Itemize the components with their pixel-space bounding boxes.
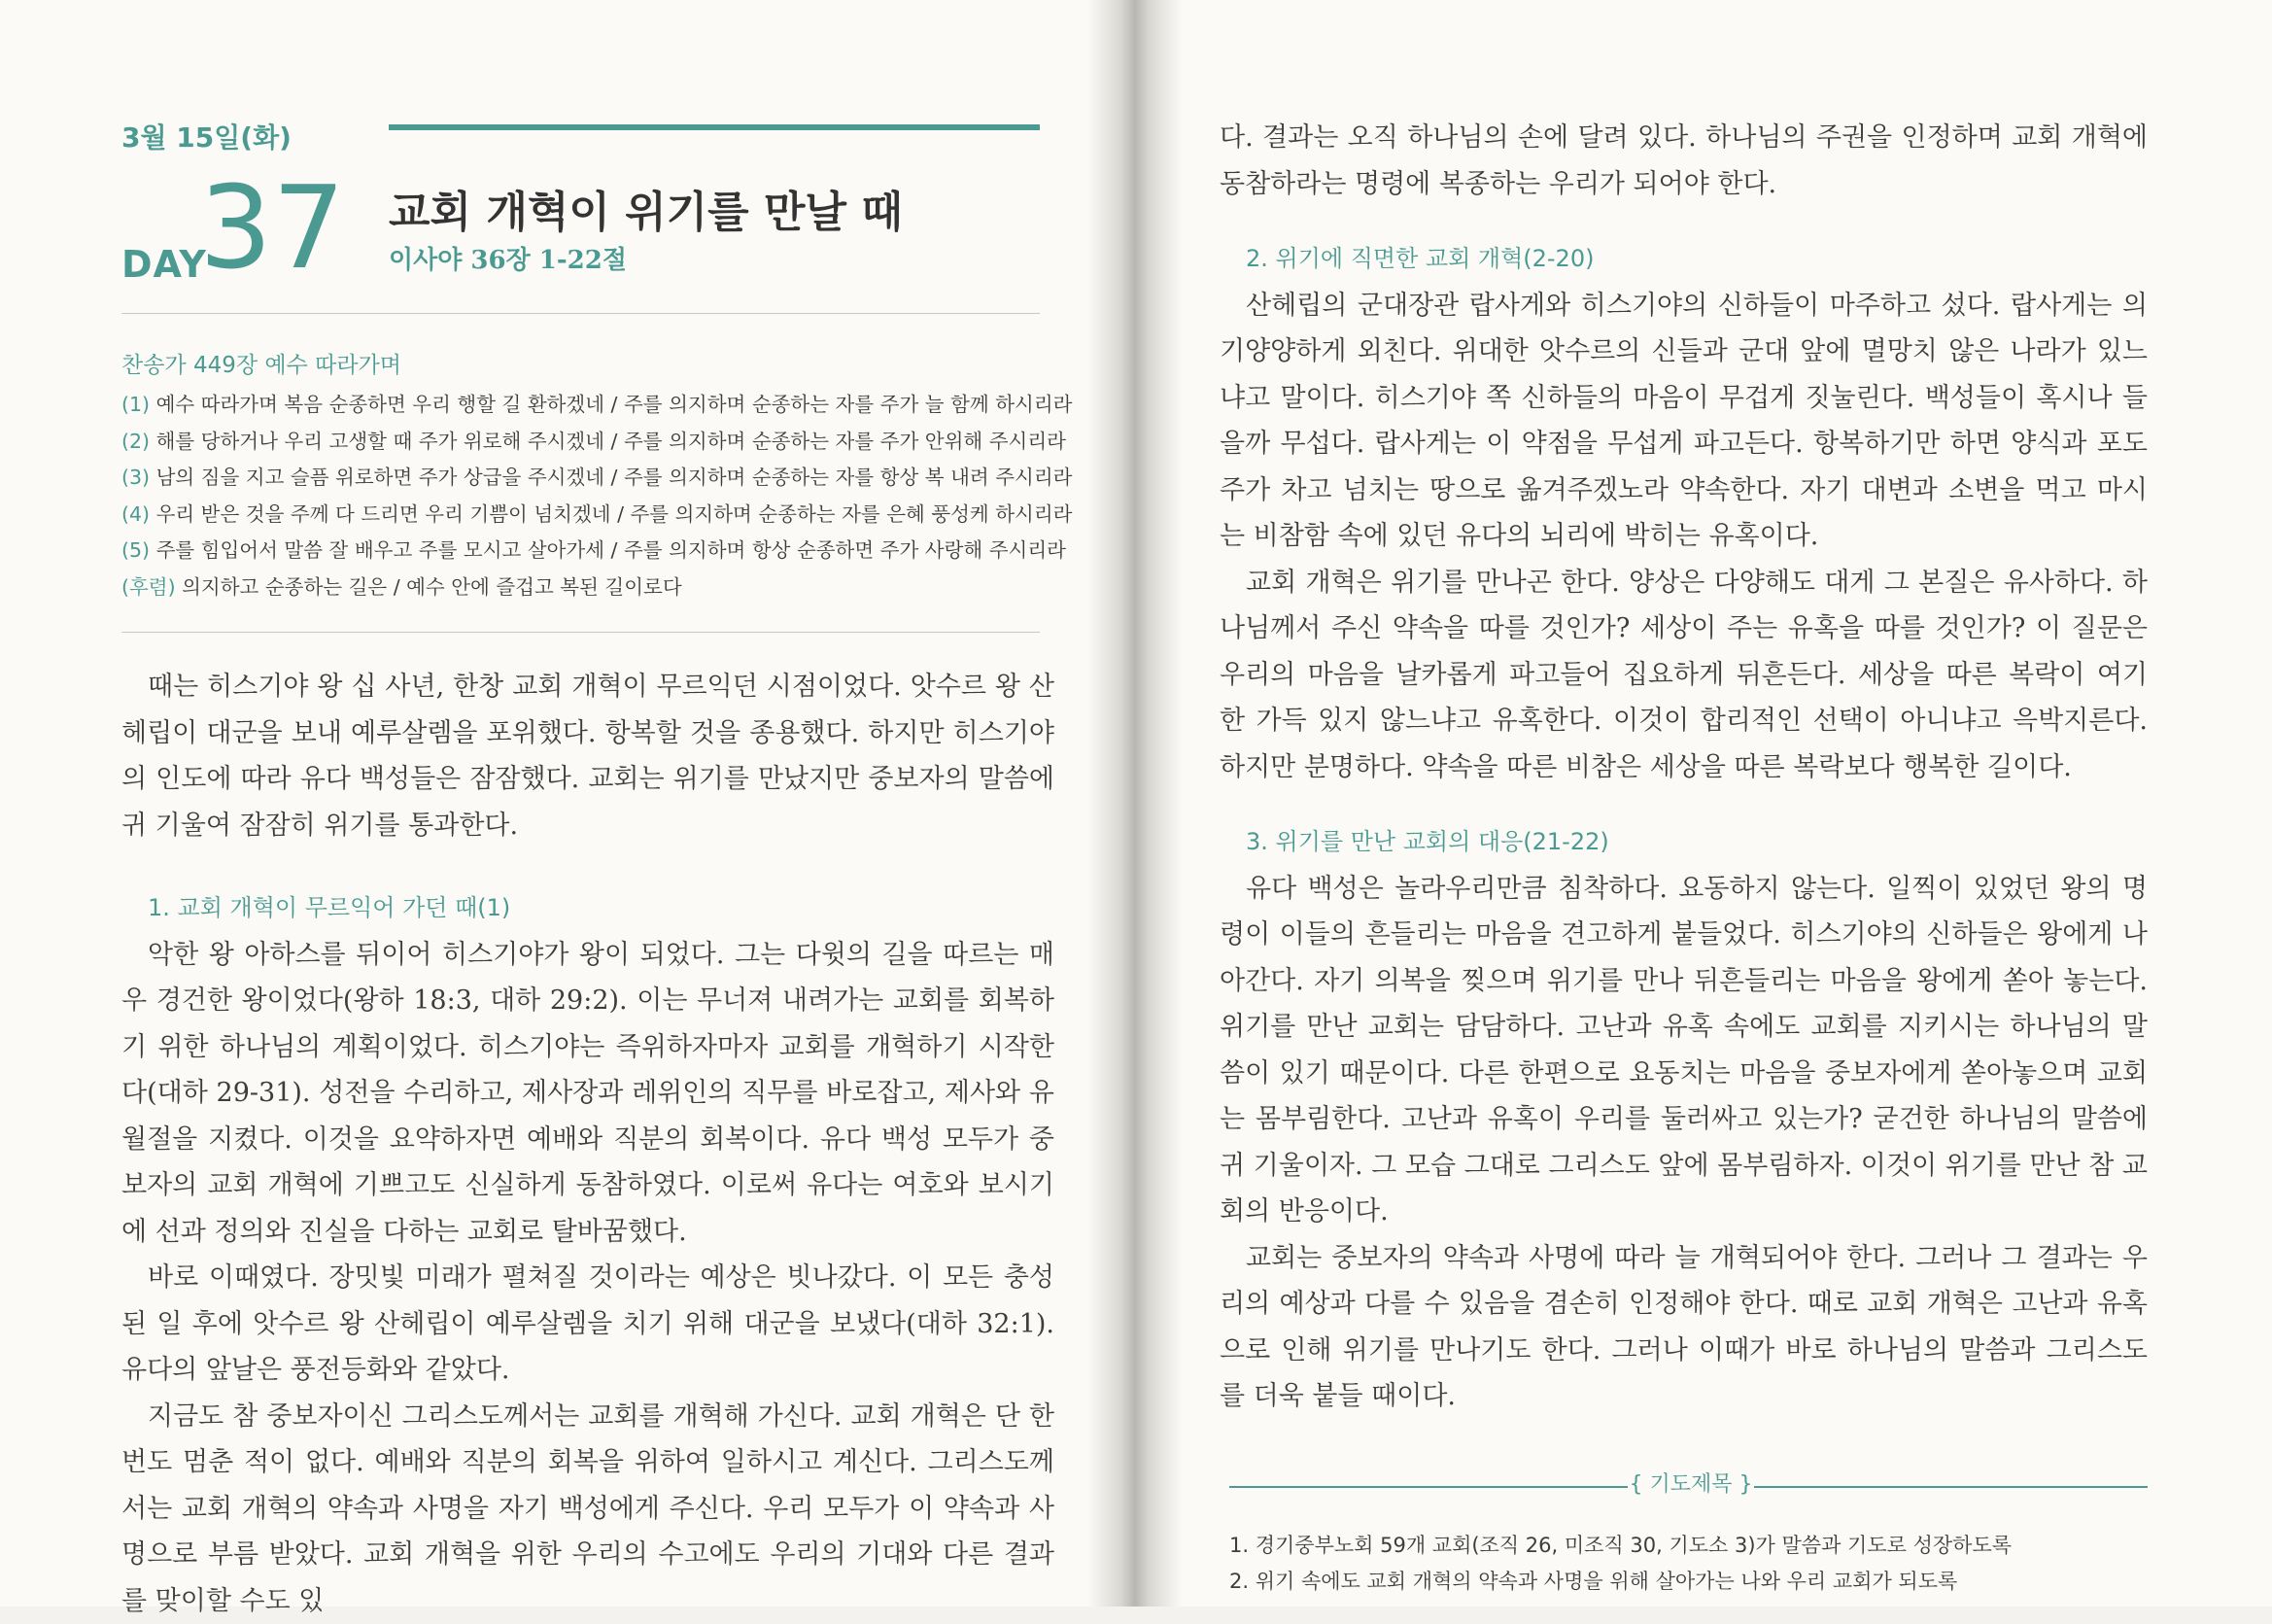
refrain-text: 의지하고 순종하는 길은 / 예수 안에 즐겁고 복된 길이로다 <box>176 575 682 599</box>
verse-number: (1) <box>121 393 150 416</box>
verse-number: (3) <box>121 466 150 489</box>
divider <box>121 632 1040 633</box>
verse-text: 해를 당하거나 우리 고생할 때 주가 위로해 주시겠네 / 주를 의지하며 순종하는 자를 주가 안위해 주시리라 <box>150 430 1066 453</box>
prayer-rule-left <box>1229 1486 1628 1488</box>
scripture-reference: 이사야 36장 1-22절 <box>389 240 627 276</box>
prayer-rule-right <box>1754 1486 2148 1488</box>
paragraph: 바로 이때였다. 장밋빛 미래가 펼쳐질 것이라는 예상은 빗나갔다. 이 모든 충성된 일 후에 앗수르 왕 산헤립이 예루살렘을 치기 위해 대군을 보냈다(대하 32:1). 유다의 앞날은 풍전등화와 같았다. <box>121 1255 1054 1394</box>
verse-text: 남의 짐을 지고 슬픔 위로하면 주가 상급을 주시겠네 / 주를 의지하며 순종하는 자를 항상 복 내려 주시리라 <box>150 466 1072 489</box>
paragraph: 교회 개혁은 위기를 만나곤 한다. 양상은 다양해도 대게 그 본질은 유사하다. 하나님께서 주신 약속을 따를 것인가? 세상이 주는 유혹을 따를 것인가? 이 질문은 우리의 마음을 날카롭게 파고들어 집요하게 뒤흔든다. 세상을 따른 복락이 여기 한 가득 있지 않느냐고 유혹한다. 이것이 합리적인 선택이 아니냐고 윽박지른다. 하지만 분명하다. 약속을 따른 비참은 세상을 따른 복락보다 행복한 길이다. <box>1220 560 2148 791</box>
hymn-title: 찬송가 449장 예수 따라가며 <box>121 347 401 379</box>
section-heading: 2. 위기에 직면한 교회 개혁(2-20) <box>1220 236 2148 283</box>
verse-text: 예수 따라가며 복음 순종하면 우리 행할 길 환하겠네 / 주를 의지하며 순종하는 자를 주가 늘 함께 하시리라 <box>150 393 1072 416</box>
continued-paragraph: 다. 결과는 오직 하나님의 손에 달려 있다. 하나님의 주권을 인정하며 교회 개혁에 동참하라는 명령에 복종하는 우리가 되어야 한다. <box>1220 115 2148 207</box>
verse-text: 주를 힘입어서 말씀 잘 배우고 주를 모시고 살아가세 / 주를 의지하며 항상 순종하면 주가 사랑해 주시리라 <box>150 538 1066 562</box>
left-body <box>121 664 1054 1624</box>
prayer-item: 2. 위기 속에도 교회 개혁의 약속과 사명을 위해 살아가는 나와 우리 교회가 되도록 <box>1229 1564 2148 1600</box>
hymn-line <box>121 533 1054 570</box>
hymn-line <box>121 424 1054 461</box>
refrain-label: (후렴) <box>121 575 176 599</box>
paragraph: 악한 왕 아하스를 뒤이어 히스기야가 왕이 되었다. 그는 다윗의 길을 따르는 매우 경건한 왕이었다(왕하 18:3, 대하 29:2). 이는 무너져 내려가는 교회를 회복하기 위한 하나님의 계획이었다. 히스기야는 즉위하자마자 교회를 개혁하기 시작한다(대하 29-31). 성전을 수리하고, 제사장과 레위인의 직무를 바로잡고, 제사와 유월절을 지켰다. 이것을 요약하자면 예배와 직분의 회복이다. 유다 백성 모두가 중보자의 교회 개혁에 기쁘고도 신실하게 동참하였다. 이로써 유다는 여호와 보시기에 선과 정의와 진실을 다하는 교회로 탈바꿈했다. <box>121 932 1054 1256</box>
book-gutter <box>1088 0 1182 1607</box>
devotion-title: 교회 개혁이 위기를 만날 때 <box>389 177 903 239</box>
intro-paragraph: 때는 히스기야 왕 십 사년, 한창 교회 개혁이 무르익던 시점이었다. 앗수르 왕 산헤립이 대군을 보내 예루살렘을 포위했다. 항복할 것을 종용했다. 하지만 히스기야의 인도에 따라 유다 백성들은 잠잠했다. 교회는 위기를 만났지만 중보자의 말씀에 귀 기울여 잠잠히 위기를 통과한다. <box>121 664 1054 848</box>
section-1 <box>121 885 1054 1624</box>
verse-text: 우리 받은 것을 주께 다 드리면 우리 기쁨이 넘치겠네 / 주를 의지하며 순종하는 자를 은혜 풍성케 하시리라 <box>150 502 1072 526</box>
section-heading: 1. 교회 개혁이 무르익어 가던 때(1) <box>121 885 1054 932</box>
section-heading: 3. 위기를 만난 교회의 대응(21-22) <box>1220 819 2148 866</box>
paragraph: 교회는 중보자의 약속과 사명에 따라 늘 개혁되어야 한다. 그러나 그 결과는 우리의 예상과 다를 수 있음을 겸손히 인정해야 한다. 때로 교회 개혁은 고난과 유혹으로 인해 위기를 만나기도 한다. 그러나 이때가 바로 하나님의 말씀과 그리스도를 더욱 붙들 때이다. <box>1220 1235 2148 1420</box>
header-rule <box>389 124 1040 130</box>
prayer-list <box>1229 1528 2148 1600</box>
prayer-title: { 기도제목 } <box>1628 1468 1754 1498</box>
hymn-line <box>121 497 1054 534</box>
paragraph: 유다 백성은 놀라우리만큼 침착하다. 요동하지 않는다. 일찍이 있었던 왕의 명령이 이들의 흔들리는 마음을 견고하게 붙들었다. 히스기야의 신하들은 왕에게 나아간다. 자기 의복을 찢으며 위기를 만나 뒤흔들리는 마음을 왕에게 쏟아 놓는다. 위기를 만난 교회는 담담하다. 고난과 유혹 속에도 교회를 지키시는 하나님의 말씀이 있기 때문이다. 다른 한편으로 요동치는 마음을 중보자에게 쏟아놓으며 교회는 몸부림한다. 고난과 유혹이 우리를 둘러싸고 있는가? 굳건한 하나님의 말씀에 귀 기울이자. 그 모습 그대로 그리스도 앞에 몸부림하자. 이것이 위기를 만난 참 교회의 반응이다. <box>1220 866 2148 1235</box>
paragraph: 지금도 참 중보자이신 그리스도께서는 교회를 개혁해 가신다. 교회 개혁은 단 한 번도 멈춘 적이 없다. 예배와 직분의 회복을 위하여 일하시고 계신다. 그리스도께서는 교회 개혁의 약속과 사명을 자기 백성에게 주신다. 우리 모두가 이 약속과 사명으로 부름 받았다. 교회 개혁을 위한 우리의 수고에도 우리의 기대와 다른 결과를 맞이할 수도 있 <box>121 1394 1054 1624</box>
day-label: DAY <box>121 243 207 286</box>
divider <box>121 313 1040 314</box>
prayer-item: 1. 경기중부노회 59개 교회(조직 26, 미조직 30, 기도소 3)가 말씀과 기도로 성장하도록 <box>1229 1528 2148 1564</box>
hymn-line <box>121 460 1054 497</box>
verse-number: (5) <box>121 538 150 562</box>
right-body <box>1220 115 2148 1420</box>
prayer-header <box>1229 1468 2148 1506</box>
section-2 <box>1220 236 2148 790</box>
paragraph: 산헤립의 군대장관 랍사게와 히스기야의 신하들이 마주하고 섰다. 랍사게는 의기양양하게 외친다. 위대한 앗수르의 신들과 군대 앞에 멸망치 않은 나라가 있느냐고 말이다. 히스기야 쪽 신하들의 마음이 무겁게 짓눌린다. 백성들이 혹시나 들을까 무섭다. 랍사게는 이 약점을 무섭게 파고든다. 항복하기만 하면 양식과 포도주가 차고 넘치는 땅으로 옮겨주겠노라 약속한다. 자기 대변과 소변을 먹고 마시는 비참함 속에 있던 유다의 뇌리에 박히는 유혹이다. <box>1220 283 2148 560</box>
hymn-line <box>121 387 1054 424</box>
verse-number: (2) <box>121 430 150 453</box>
day-number: 37 <box>199 170 345 285</box>
section-3 <box>1220 819 2148 1420</box>
devotion-date: 3월 15일(화) <box>121 117 292 155</box>
verse-number: (4) <box>121 502 150 526</box>
hymn-line <box>121 570 1054 606</box>
hymn-lyrics <box>121 387 1054 605</box>
